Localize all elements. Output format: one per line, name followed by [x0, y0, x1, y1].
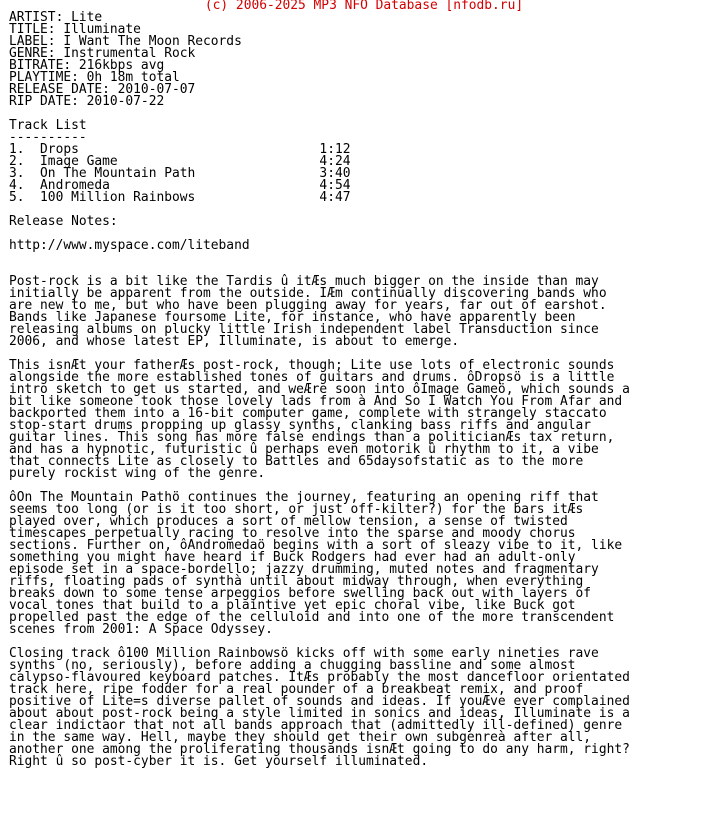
nfo-line: sections. Further on, ôAndromedaö begins with a sort of sleazy vibe to it, like: [9, 538, 623, 553]
nfo-line: synths (no, seriously), before adding a chugging bassline and some almost: [9, 658, 576, 673]
nfo-line: track here, ripe fodder for a real pounder of a breakbeat remix, and proof: [9, 682, 584, 697]
nfo-text-block: [0, 12, 728, 768]
nfo-line: vocal tones that build to a plaintive yet epic choral vibe, like Buck got: [9, 598, 576, 613]
track-row: 1. Drops 1:12: [9, 142, 351, 157]
nfo-line: backported them into a 16-bit computer game, complete with strangely staccato: [9, 406, 607, 421]
nfo-line: bit like someone took those lovely lads from à And So I Watch You From Afar and: [9, 394, 623, 409]
nfo-line: initially be apparent from the outside. IÆm continually discovering bands who: [9, 286, 607, 301]
release-info-line: TITLE: Illuminate: [9, 22, 141, 37]
nfo-line: calypso-flavoured keyboard patches. ItÆs probably the most dancefloor orientated: [9, 670, 630, 685]
track-row: 3. On The Mountain Path 3:40: [9, 166, 351, 181]
nfo-line: positive of Lite=s diverse pallet of sounds and ideas. If youÆve ever complained: [9, 694, 630, 709]
nfo-line: Right û so post-cyber it is. Get yourself illuminated.: [9, 754, 429, 769]
nfo-line: something you might have heard if Buck Rodgers had ever had an adult-only: [9, 550, 576, 565]
release-info-line: LABEL: I Want The Moon Records: [9, 34, 242, 49]
nfo-line: Closing track ô100 Million Rainbowsö kicks off with some early nineties rave: [9, 646, 599, 661]
nfo-line: alongside the more established tones of guitars and drums. ôDropsö is a little: [9, 370, 615, 385]
nfo-line: ôOn The Mountain Pathö continues the journey, featuring an opening riff that: [9, 490, 599, 505]
nfo-line: propelled past the edge of the celluloid and into one of the more transcendent: [9, 610, 615, 625]
nfo-line: This isnÆt your fatherÆs post-rock, though; Lite use lots of electronic sounds: [9, 358, 615, 373]
release-info-line: RIP DATE: 2010-07-22: [9, 94, 165, 109]
nfo-line: and has a hypnotic, futuristic û perhaps even motorik û rhythm to it, a vibe: [9, 442, 599, 457]
nfo-line: Bands like Japanese foursome Lite, for instance, who have apparently been: [9, 310, 576, 325]
nfo-line: scenes from 2001: A Space Odyssey.: [9, 622, 273, 637]
nfo-line: Post-rock is a bit like the Tardis û itÆs much bigger on the inside than may: [9, 274, 599, 289]
nfo-line: stop-start drums propping up glassy synths, clanking bass riffs and angular: [9, 418, 592, 433]
copyright-header[interactable]: (c) 2006-2025 MP3 NFO Database [nfodb.ru]: [204, 0, 524, 13]
nfo-line: clear indictaor that not all bands approach that (admittedly ill-defined) genre: [9, 718, 623, 733]
nfo-line: ----------: [9, 130, 87, 145]
track-row: 4. Andromeda 4:54: [9, 178, 351, 193]
release-info-line: BITRATE: 216kbps avg: [9, 58, 165, 73]
nfo-line: in the same way. Hell, maybe they should get their own subgenreà after all,: [9, 730, 592, 745]
nfo-line: purely rockist wing of the genre.: [9, 466, 266, 481]
nfo-line: another one among the proliferating thousands isnÆt going to do any harm, right?: [9, 742, 630, 757]
nfo-line: are new to me, but who have been plugging away for years, far out of earshot.: [9, 298, 607, 313]
nfo-line: seems too long (or is it too short, or just off-kilter?) for the bars itÆs: [9, 502, 584, 517]
blank-line: [9, 252, 728, 264]
release-info-line: GENRE: Instrumental Rock: [9, 46, 196, 61]
release-info-line: PLAYTIME: 0h 18m total: [9, 70, 180, 85]
nfo-line: 2006, and whose latest EP, Illuminate, is about to emerge.: [9, 334, 460, 349]
nfo-line: guitar lines. This song has more false endings than a politicianÆs tax return,: [9, 430, 615, 445]
nfo-line: breaks down to some tense arpeggios before swelling back out with layers of: [9, 586, 592, 601]
nfo-line: about about post-rock being a style limited in sonics and ideas, Illuminate is a: [9, 706, 630, 721]
release-info-line: RELEASE DATE: 2010-07-07: [9, 82, 196, 97]
nfo-line: timescapes perpetually racing to resolve into the sparse and moody chorus: [9, 526, 576, 541]
track-row: 5. 100 Million Rainbows 4:47: [9, 190, 351, 205]
nfo-line: that connects Lite as closely to Battles and 65daysofstatic as to the more: [9, 454, 584, 469]
website-link[interactable]: http://www.myspace.com/liteband: [9, 238, 250, 253]
nfo-line: riffs, floating pads of synthà until about midway through, when everything: [9, 574, 584, 589]
nfo-line: releasing albums on plucky little Irish independent label Transduction since: [9, 322, 599, 337]
nfo-line: played over, which produces a sort of mellow tension, a sense of twisted: [9, 514, 568, 529]
track-list-heading: Track List: [9, 118, 87, 133]
release-notes-heading: Release Notes:: [9, 214, 118, 229]
nfo-line: intro sketch to get us started, and weÆre soon into ôImage Gameö, which sounds a: [9, 382, 630, 397]
blank-line: [9, 108, 728, 120]
track-row: 2. Image Game 4:24: [9, 154, 351, 169]
nfo-line: episode set in a space-bordello; jazzy drumming, muted notes and fragmentary: [9, 562, 599, 577]
release-info-line: ARTIST: Lite: [9, 10, 103, 25]
